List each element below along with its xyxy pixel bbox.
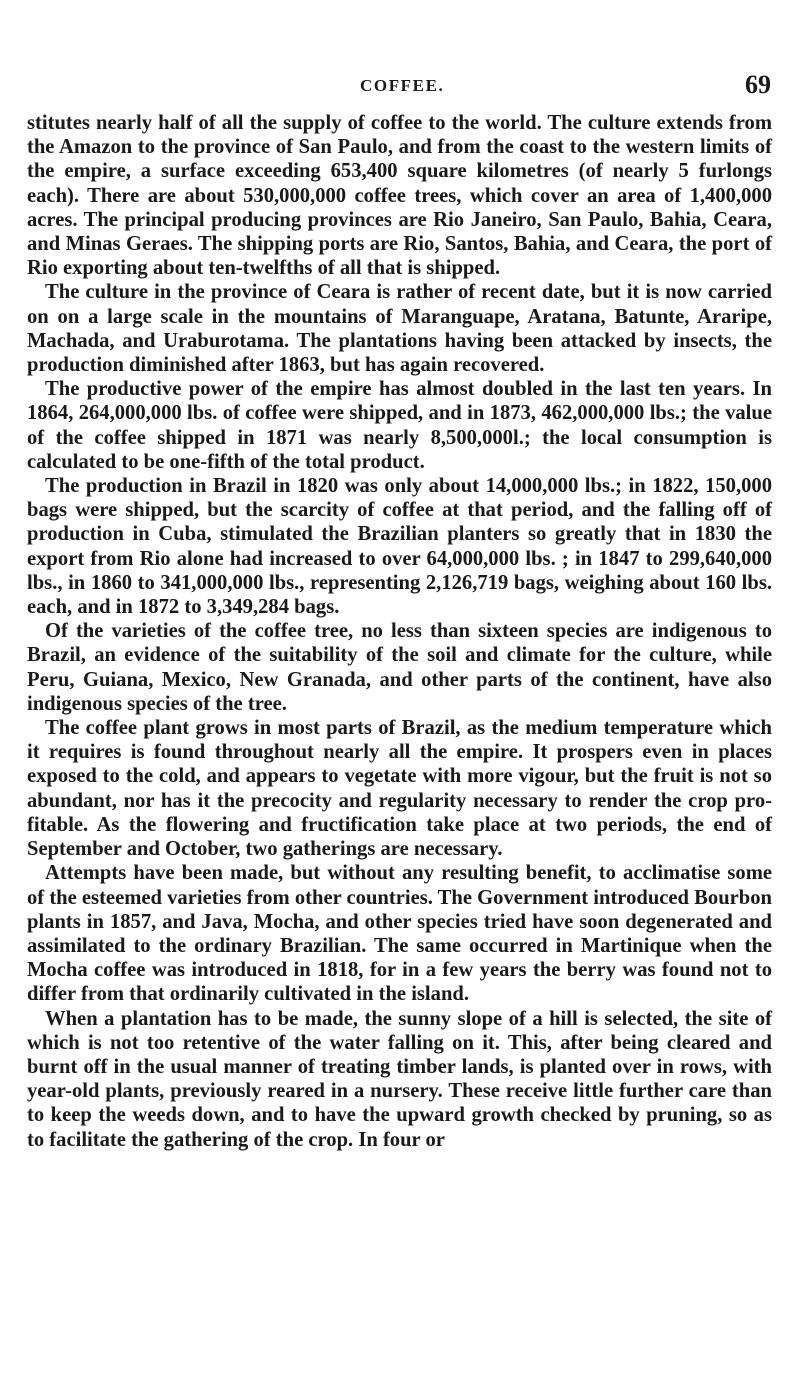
body-text: [27, 111, 772, 1152]
paragraph: stitutes nearly half of all the supply of coffee to the world. The culture extends from the Amazon to the province of San Paulo, and from the coast to the western limits of the empire, a surface exceeding 653,400 square kilometres (of nearly 5 furlongs each). There are about 530,000,000 coffee trees, which cover an area of 1,400,000 acres. The principal producing provinces are Rio Janeiro, San Paulo, Bahia, Ceara, and Minas Geraes. The shipping ports are Rio, Santos, Bahia, and Ceara, the port of Rio exporting about ten-twelfths of all that is shipped.: [27, 112, 772, 280]
paragraph: The coffee plant grows in most parts of Brazil, as the medium temperature which it requires is found throughout nearly all the empire. It prospers even in places exposed to the cold, and appears to vegetate with more vigour, but the fruit is not so abundant, nor has it the precocity and regularity necessary to render the crop profitable. As the flowering and fructification take place at two periods, the end of September and October, two gatherings are necessary.: [27, 717, 772, 861]
paragraph: When a plantation has to be made, the sunny slope of a hill is selected, the site of which is not too retentive of the water falling on it. This, after being cleared and burnt off in the usual manner of treating timber lands, is planted over in rows, with year-old plants, previously reared in a nursery. These receive little further care than to keep the weeds down, and to have the upward growth checked by pruning, so as to facilitate the gathering of the crop. In four or: [27, 1007, 772, 1151]
paragraph: The productive power of the empire has almost doubled in the last ten years. In 1864, 264,000,000 lbs. of coffee were shipped, and in 1873, 462,000,000 lbs.; the value of the coffee shipped in 1871 was nearly 8,500,000l.; the local consumption is calculated to be one-fifth of the total product.: [27, 378, 772, 473]
running-header: [0, 70, 800, 104]
paragraph: The culture in the province of Ceara is rather of recent date, but it is now carried on on a large scale in the mountains of Maranguape, Aratana, Batunte, Araripe, Machada, and Uraburotama. The plantations having been attacked by insects, the production diminished after 1863, but has again recovered.: [27, 281, 772, 377]
running-title: COFFEE.: [360, 76, 445, 95]
paragraph: The production in Brazil in 1820 was only about 14,000,000 lbs.; in 1822, 150,000 bags were shipped, but the scarcity of coffee at that period, and the falling off of production in Cuba, stimulated the Brazilian planters so greatly that in 1830 the export from Rio alone had increased to over 64,000,000 lbs. ; in 1847 to 299,640,000 lbs., in 1860 to 341,000,000 lbs., representing 2,126,719 bags, weighing about 160 lbs. each, and in 1872 to 3,349,284 bags.: [27, 475, 772, 619]
paragraph: Attempts have been made, but without any resulting benefit, to acclimatise some of the esteemed varieties from other countries. The Government introduced Bourbon plants in 1857, and Java, Mocha, and other species tried have soon degenerated and assimilated to the ordinary Brazilian. The same occurred in Martinique when the Mocha coffee was introduced in 1818, for in a few years the berry was found not to differ from that ordinarily cultivated in the island.: [27, 862, 772, 1006]
page-number: 69: [745, 70, 771, 99]
paragraph: Of the varieties of the coffee tree, no less than sixteen species are indigenous to Brazil, an evidence of the suitability of the soil and climate for the culture, while Peru, Guiana, Mexico, New Granada, and other parts of the continent, have also indigenous species of the tree.: [27, 620, 772, 715]
